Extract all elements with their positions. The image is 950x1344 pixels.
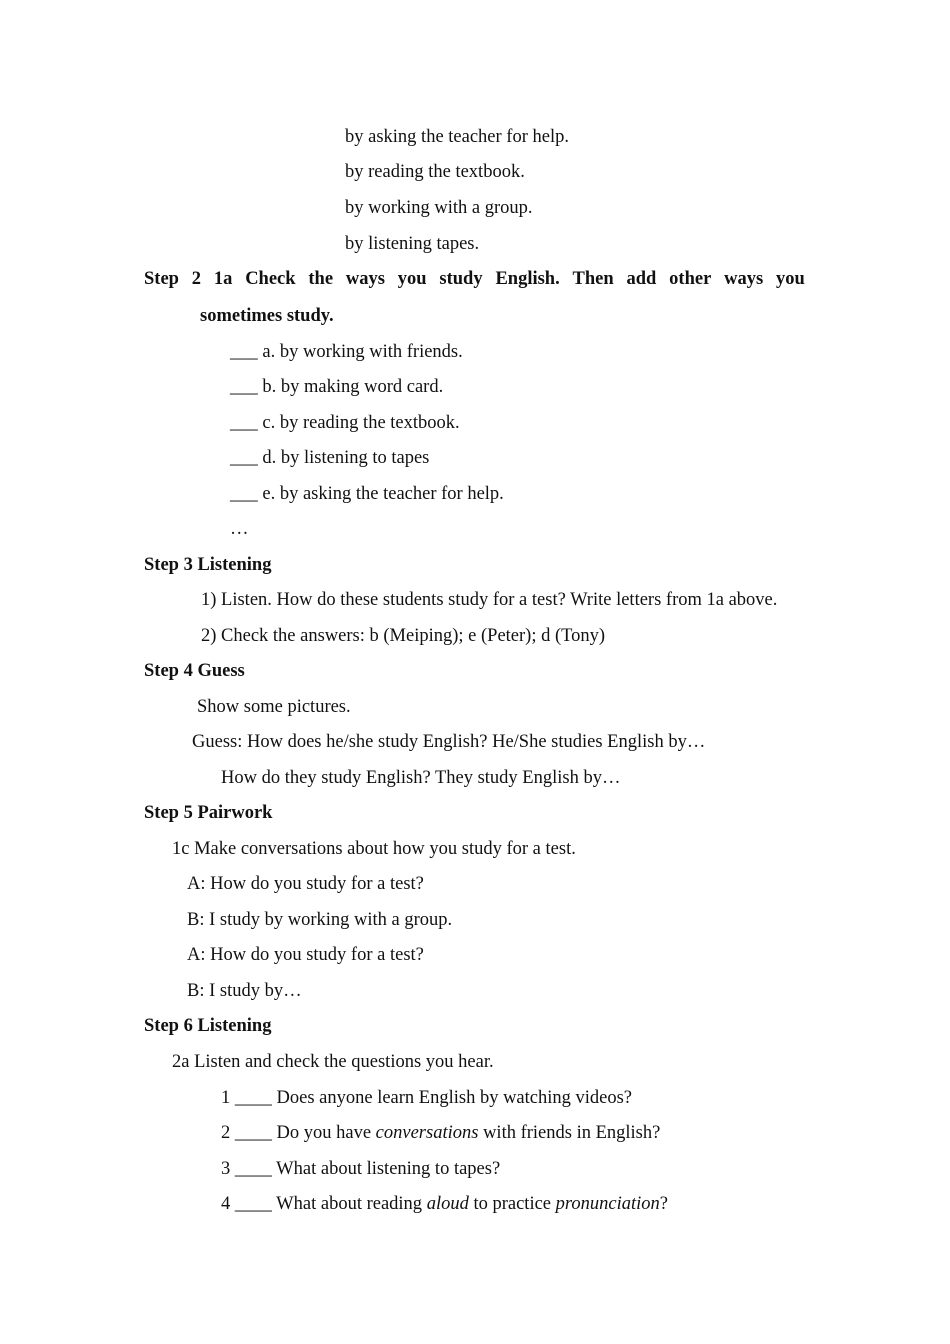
question-text: 2 ____ Do you have <box>221 1123 376 1143</box>
step3-heading: Step 3 Listening <box>144 555 272 575</box>
heading-word: 1a <box>213 269 233 289</box>
option-line: by working with a group. <box>345 198 533 218</box>
question-item: 1 ____ Does anyone learn English by watching videos? <box>221 1088 633 1108</box>
heading-word: Check <box>245 269 296 289</box>
question-text: to practice <box>468 1194 556 1214</box>
heading-word: English. <box>495 269 560 289</box>
step4-heading: Step 4 Guess <box>144 661 245 681</box>
checklist-item: ___ b. by making word card. <box>230 377 444 397</box>
heading-word: ways <box>345 269 385 289</box>
emphasis-word: aloud <box>426 1194 469 1214</box>
ellipsis: … <box>230 519 249 539</box>
step3-line: 1) Listen. How do these students study for a test? Write letters from 1a above. <box>201 590 778 610</box>
step6-heading: Step 6 Listening <box>144 1016 272 1036</box>
heading-word: 2 <box>191 269 202 289</box>
heading-word: the <box>308 269 334 289</box>
heading-word: add <box>626 269 657 289</box>
step5-heading: Step 5 Pairwork <box>144 803 273 823</box>
step4-guess: How do they study English? They study English by… <box>221 768 621 788</box>
option-line: by listening tapes. <box>345 234 480 254</box>
heading-word: you <box>776 269 805 289</box>
dialog-line: A: How do you study for a test? <box>187 874 424 894</box>
step2-heading-continuation: sometimes study. <box>200 306 334 326</box>
option-line: by reading the textbook. <box>345 162 525 182</box>
step4-show: Show some pictures. <box>197 697 351 717</box>
dialog-line: B: I study by… <box>187 981 302 1001</box>
checklist-item: ___ d. by listening to tapes <box>230 448 430 468</box>
step6-intro: 2a Listen and check the questions you hear. <box>172 1052 494 1072</box>
checklist-item: ___ a. by working with friends. <box>230 342 463 362</box>
checklist-item: ___ c. by reading the textbook. <box>230 413 460 433</box>
heading-word: ways <box>724 269 764 289</box>
question-item <box>221 1193 668 1215</box>
question-text: ? <box>659 1194 669 1214</box>
heading-word: Step <box>144 269 179 289</box>
step4-guess: Guess: How does he/she study English? He/She studies English by… <box>192 732 706 752</box>
heading-word: you <box>397 269 427 289</box>
option-line: by asking the teacher for help. <box>345 127 569 147</box>
question-item: 3 ____ What about listening to tapes? <box>221 1159 501 1179</box>
emphasis-word: conversations <box>375 1123 479 1143</box>
step2-heading <box>144 268 805 290</box>
dialog-line: B: I study by working with a group. <box>187 910 453 930</box>
question-text: 4 ____ What about reading <box>221 1194 427 1214</box>
heading-word: other <box>669 269 712 289</box>
checklist-item: ___ e. by asking the teacher for help. <box>230 484 504 504</box>
dialog-line: A: How do you study for a test? <box>187 945 424 965</box>
question-item <box>221 1122 660 1144</box>
step3-line: 2) Check the answers: b (Meiping); e (Peter); d (Tony) <box>201 626 606 646</box>
heading-word: study <box>439 269 483 289</box>
question-text: with friends in English? <box>478 1123 661 1143</box>
heading-word: Then <box>572 269 614 289</box>
emphasis-word: pronunciation <box>555 1194 660 1214</box>
step5-intro: 1c Make conversations about how you study for a test. <box>172 839 576 859</box>
